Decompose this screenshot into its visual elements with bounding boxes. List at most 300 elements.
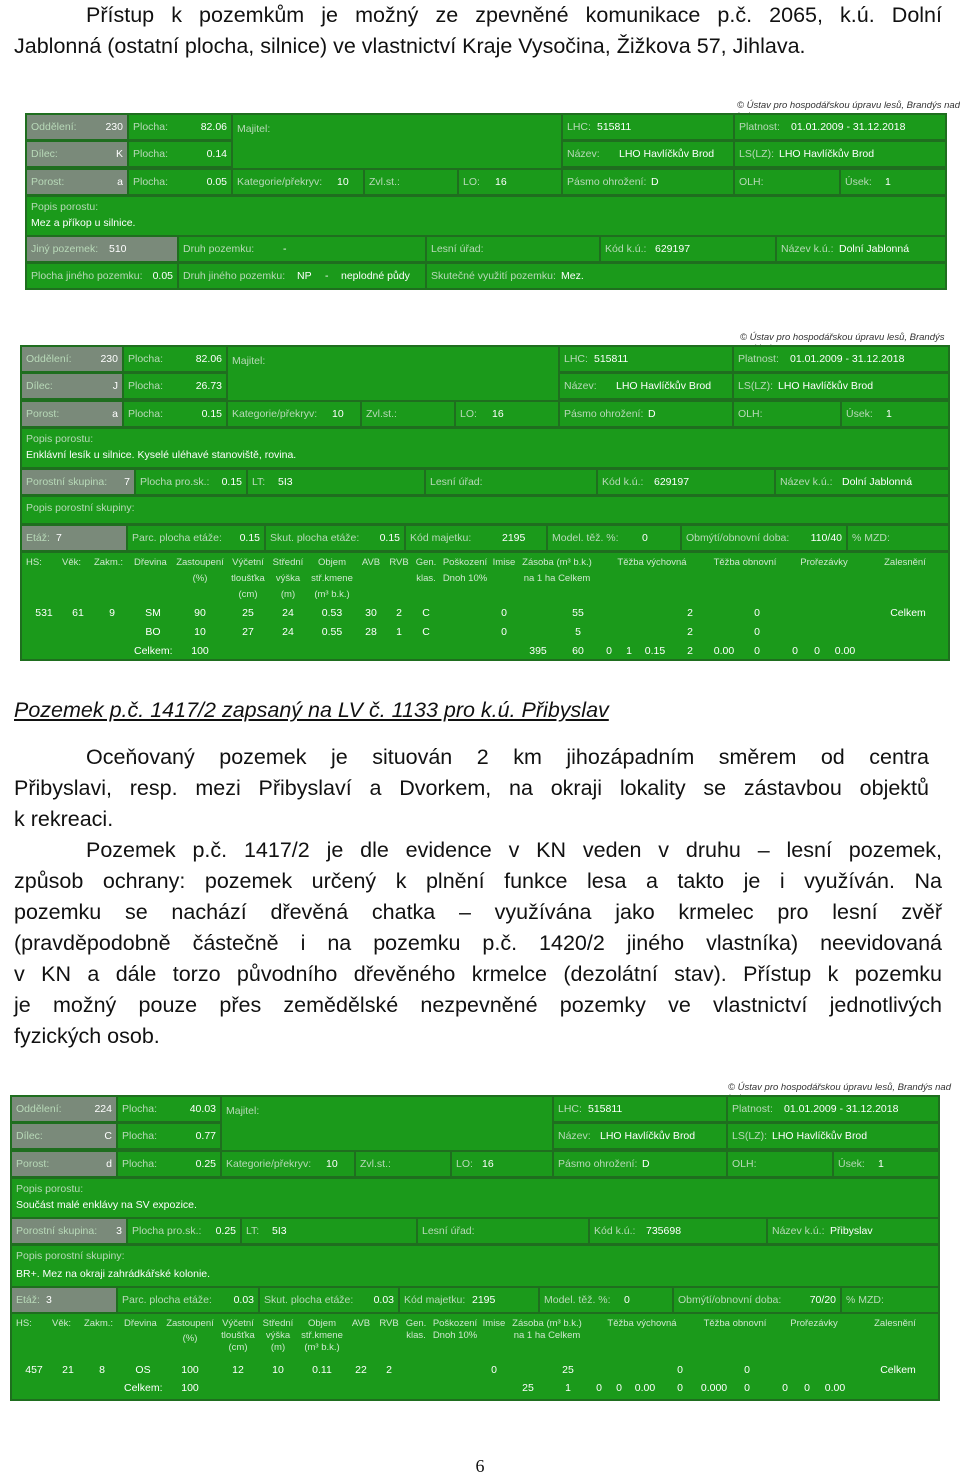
druh-jineho-cell [179,264,425,288]
dilec-value: C [104,1130,112,1142]
plocha-cell-1 [118,1097,220,1121]
prorezavky-header: Prořezávky [790,1318,838,1329]
pasmo-value: D [642,1158,650,1170]
oddeleni-value: 230 [105,121,123,133]
celkem-pl3: 0.00 [834,645,856,657]
gen-header [414,557,438,585]
lhc-label: LHC: [564,353,588,365]
zastoupeni-h2: (%) [192,573,208,584]
platnost-cell [735,115,945,139]
nazev-ku-cell [777,237,945,261]
celkem-pl1: 0.00 [634,1382,656,1394]
gen-value: C [422,626,430,638]
plocha-cell-1 [124,347,226,371]
vycetni-h3: (cm) [228,1342,248,1353]
parcel-heading: Pozemek p.č. 1417/2 zapsaný na LV č. 1133 pro k.ú. Přibyslav [14,698,609,722]
hs-value: 457 [25,1364,43,1376]
parc-plocha-label: Parc. plocha etáže: [122,1294,212,1306]
mzd-cell [848,526,948,550]
para1-line2: Přibyslavi, resp. mezi Přibyslaví a Dvorkem, na okraji lokality se zástavbou objektů [14,776,929,800]
poskozeni-header [440,557,490,585]
lesni-urad-cell [426,470,596,494]
zalesneni-header: Zalesnění [884,557,926,568]
lesni-urad-label: Lesní úřad: [430,476,483,488]
forest-panel-3 [10,1095,940,1401]
lt-label: LT: [246,1225,260,1237]
imise-header: Imise [482,1318,506,1329]
lslz-label: LS(LZ): [732,1130,768,1142]
lslz-cell [734,374,948,398]
poskozeni-h1: Poškození [442,557,488,568]
celkem-nal: 0 [596,1382,602,1394]
vek-value: 21 [62,1364,74,1376]
etaz-value: 7 [56,532,62,544]
nazev-ku-label: Název k.ú.: [781,243,834,255]
obmyti-label: Obmýtí/obnovní doba: [686,532,790,544]
para2-line6: je možný pouze přes zemědělské nezpevněné pozemky ve vlastnictví jednotlivých [14,993,942,1017]
etaz-value: 3 [46,1294,52,1306]
usek-cell [841,170,945,194]
kod-ku-value: 735698 [646,1225,682,1237]
parc-plocha-cell [128,526,264,550]
tezba-obn-header: Těžba obnovní [713,557,777,568]
zvlst-label: Zvl.st.: [366,408,397,420]
nazev-value: LHO Havlíčkův Brod [616,380,712,392]
obmyti-cell [674,1288,840,1312]
skut-plocha-cell [260,1288,398,1312]
nazev-label: Název: [567,148,600,160]
para2-line4: (pravděpodobně částečně i na pozemku p.č. 1420/2 jiného vlastníka) neevidovaná [14,931,942,955]
zastoupeni-h2: (%) [182,1333,198,1344]
jiny-pozemek-label: Jiný pozemek: [31,243,99,255]
zastoupeni-header [176,557,224,585]
usek-cell [842,402,948,426]
stredni-header [270,557,306,601]
vycetni-h2: tloušťka [221,1330,255,1341]
plocha-label: Plocha: [122,1158,158,1170]
plocha-value: 2 [687,626,693,638]
popis-label: Popis porostu: [26,433,94,445]
zasoba-h1: Zásoba (m³ b.k.) [522,557,592,568]
objem-value: 0 [744,1364,750,1376]
model-tez-cell [548,526,680,550]
plocha-cell-3 [124,402,226,426]
zasoba-value: 25 [562,1364,574,1376]
nazev-value: LHO Havlíčkův Brod [619,148,715,160]
usek-value: 1 [878,1158,884,1170]
popis-value: Součást malé enklávy na SV expozice. [16,1199,197,1211]
kategorie-label: Kategorie/překryv: [226,1158,312,1170]
gen-h1: Gen. [415,557,437,568]
imise-value: 0 [491,1364,497,1376]
zasoba-h2a: na 1 ha [513,1330,546,1341]
porost-label: Porost: [16,1158,50,1170]
avb-value: 28 [365,626,377,638]
lhc-label: LHC: [558,1103,582,1115]
druh-jineho-name: neplodné půdy [341,270,410,282]
parc-plocha-cell [118,1288,258,1312]
zakm-value: 8 [99,1364,105,1376]
popis-label: Popis porostu: [31,201,99,213]
objem-h3: (m³ b.k.) [314,589,350,600]
lt-value: 5I3 [278,476,293,488]
objem-value: 0 [754,626,760,638]
para1-line1: Oceňovaný pozemek je situován 2 km jihozápadním směrem od centra [86,745,929,769]
intro-line-1: Přístup k pozemkům je možný ze zpevněné komunikace p.č. 2065, k.ú. Dolní [86,3,942,27]
vyska-value: 24 [282,607,294,619]
mzd-cell [842,1288,938,1312]
skut-plocha-value: 0.15 [379,532,400,544]
platnost-label: Platnost: [732,1103,773,1115]
oddeleni-value: 224 [94,1103,112,1115]
skut-plocha-cell [266,526,404,550]
plocha-cell-3 [129,170,231,194]
etaz-label: Etáž: [26,532,50,544]
model-tez-value: 0 [624,1294,630,1306]
druh-pozemku-value: - [283,243,287,255]
zastoupeni-h1: Zastoupení [176,557,224,568]
kod-majetku-value: 2195 [502,532,526,544]
celkem-zas-c: 60 [572,645,584,657]
porostni-skupina-cell [22,470,134,494]
rvb-value: 2 [396,607,402,619]
nazev-label: Název: [558,1130,591,1142]
hs-header: HS: [16,1318,32,1329]
popis-porostu-cell [22,429,948,467]
copyright-2: © Ústav pro hospodářskou úpravu lesů, Brandýs [740,332,945,343]
plocha-jineho-cell [27,264,177,288]
porostni-skupina-label: Porostní skupina: [16,1225,98,1237]
plocha-value: 0.77 [195,1130,216,1142]
druh-jineho-label: Druh jiného pozemku: [183,270,286,282]
olh-cell [734,402,840,426]
plocha-prosk-value: 0.25 [215,1225,236,1237]
plocha-value: 0.14 [206,148,227,160]
lo-cell [452,1152,552,1176]
copyright-1: © Ústav pro hospodářskou úpravu lesů, Brandýs nad [737,100,960,111]
skutecne-value: Mez. [561,270,584,282]
jiny-pozemek-cell [27,237,177,261]
celkem-nas: 0 [616,1382,622,1394]
lt-value: 5I3 [272,1225,287,1237]
zastoupeni-header [166,1318,214,1345]
celkem-zas-c: 1 [565,1382,571,1394]
plocha-value: 0 [677,1364,683,1376]
celkem-pl2: 0.000 [700,1382,728,1394]
drevina-value: OS [135,1364,151,1376]
kategorie-label: Kategorie/překryv: [237,176,323,188]
dilec-label: Dílec: [31,148,58,160]
majitel-cell [222,1097,552,1150]
porostni-skupina-value: 3 [116,1225,122,1237]
porost-cell [12,1152,116,1176]
kategorie-cell [222,1152,354,1176]
zast-value: 10 [194,626,206,638]
zasoba-header [508,1318,586,1342]
lo-label: LO: [463,176,480,188]
kod-majetku-value: 2195 [472,1294,496,1306]
model-tez-label: Model. těž. %: [552,532,619,544]
usek-value: 1 [885,176,891,188]
porostni-skupina-cell [12,1219,126,1243]
poskozeni-h2b: 10% [458,1330,478,1341]
platnost-value: 01.01.2009 - 31.12.2018 [791,121,906,133]
celkem-ob2: 0 [744,1382,750,1394]
zalesneni-header: Zalesnění [874,1318,916,1329]
lo-cell [456,402,558,426]
popis-porostu-cell [27,197,945,235]
vycetni-h1: Výčetní [232,557,264,568]
avb-value: 22 [355,1364,367,1376]
skut-plocha-label: Skut. plocha etáže: [264,1294,354,1306]
plocha-label: Plocha: [128,353,164,365]
zvlst-cell [365,170,457,194]
obmyti-cell [682,526,846,550]
oddeleni-value: 230 [100,353,118,365]
etaz-cell [12,1288,116,1312]
para2-line2: způsob ochrany: pozemek určený k plnění funkce lesa a takto je i využíván. Na [14,869,942,893]
gen-value: C [422,607,430,619]
objem-h1: Objem [308,1318,336,1329]
lhc-cell [563,115,733,139]
pasmo-cell [563,170,733,194]
porostni-skupina-value: 7 [124,476,130,488]
plocha-cell-1 [129,115,231,139]
parc-plocha-value: 0.03 [233,1294,254,1306]
lslz-label: LS(LZ): [739,148,775,160]
drevina-value: SM [145,607,161,619]
platnost-cell [728,1097,938,1121]
hs-value: 531 [35,607,53,619]
imise-value: 0 [501,607,507,619]
lhc-cell [560,347,732,371]
kategorie-value: 10 [332,408,344,420]
lesni-urad-cell [418,1219,588,1243]
porost-value: d [106,1158,112,1170]
nazev-ku-value: Dolní Jablonná [842,476,913,488]
majitel-label: Majitel: [232,355,266,367]
olh-cell [735,170,839,194]
poskozeni-h2 [430,1330,480,1342]
dilec-value: J [112,380,118,392]
plocha-label: Plocha: [122,1130,158,1142]
celkem-nal2: 0 [782,1382,788,1394]
gen-h2: klas. [406,1330,426,1341]
kod-ku-label: Kód k.ú.: [605,243,647,255]
avb-header: AVB [361,557,381,568]
lslz-cell [735,142,945,166]
tezba-vych-header: Těžba výchovná [617,557,687,568]
etaz-label: Etáž: [16,1294,40,1306]
plocha-prosk-label: Plocha pro.sk.: [140,476,210,488]
tezba-vych-header: Těžba výchovná [607,1318,677,1329]
nazev-ku-cell [776,470,948,494]
celkem-zast: 100 [191,645,209,657]
objem-header [308,557,356,601]
nazev-cell [563,142,733,166]
kategorie-label: Kategorie/překryv: [232,408,318,420]
imise-header: Imise [492,557,516,568]
plocha-prosk-cell [128,1219,240,1243]
avb-header: AVB [351,1318,371,1329]
zasoba-h2b: Celkem [548,1330,581,1341]
druh-jineho-value: NP [297,270,312,282]
lt-cell [242,1219,416,1243]
stredni-h1: Střední [262,1318,294,1329]
platnost-label: Platnost: [738,353,779,365]
pasmo-cell [554,1152,726,1176]
plocha-value: 82.06 [195,353,222,365]
model-tez-cell [540,1288,672,1312]
celkem-nas: 1 [626,645,632,657]
zasoba-header [518,557,596,585]
celkem-nas2: 0 [804,1382,810,1394]
model-tez-value: 0 [642,532,648,544]
porost-cell [22,402,122,426]
zasoba-h2 [508,1330,586,1342]
plocha-prosk-label: Plocha pro.sk.: [132,1225,202,1237]
usek-label: Úsek: [838,1158,865,1170]
objem-value: 0.53 [321,607,343,619]
zasoba-value: 55 [572,607,584,619]
obmyti-label: Obmýtí/obnovní doba: [678,1294,782,1306]
usek-label: Úsek: [845,176,872,188]
rvb-header: RVB [379,1318,399,1329]
copyright-3: © Ústav pro hospodářskou úpravu lesů, Brandýs nad [728,1082,951,1093]
skutecne-cell [427,264,945,288]
lesni-urad-label: Lesní úřad: [431,243,484,255]
stredni-h3: (m) [280,589,296,600]
popis-skupiny-label: Popis porostní skupiny: [16,1250,125,1262]
celkem-row-label: Celkem: [124,1382,163,1394]
stredni-h2: výška [275,573,301,584]
gen-h1: Gen. [405,1318,427,1329]
plocha-cell-2 [124,374,226,398]
celkem-ob2: 0 [754,645,760,657]
porost-value: a [112,408,118,420]
vycetni-h2: tloušťka [231,573,265,584]
plocha-label: Plocha: [128,380,164,392]
zvlst-label: Zvl.st.: [360,1158,391,1170]
nazev-ku-cell [768,1219,938,1243]
plocha-prosk-cell [136,470,246,494]
objem-h1: Objem [318,557,346,568]
zasoba-h2b: Celkem [558,573,591,584]
popis-porostu-cell [12,1179,938,1217]
para1-line3: k rekreaci. [14,807,114,831]
porost-value: a [117,176,123,188]
poskozeni-h2a: Dnoh [442,573,466,584]
lhc-cell [554,1097,726,1121]
jiny-pozemek-value: 510 [109,243,127,255]
objem-h2: stř.kmene [311,573,353,584]
zasoba-value: 5 [575,626,581,638]
plocha-label: Plocha: [128,408,164,420]
poskozeni-h2a: Dnoh [432,1330,456,1341]
skutecne-label: Skutečné využití pozemku: [431,270,556,282]
olh-label: OLH: [739,176,764,188]
celkem-nal: 0 [606,645,612,657]
oddeleni-label: Oddělení: [31,121,77,133]
pasmo-cell [560,402,732,426]
vycetni-value: 12 [232,1364,244,1376]
olh-label: OLH: [732,1158,757,1170]
model-tez-label: Model. těž. %: [544,1294,611,1306]
majitel-label: Majitel: [237,123,271,135]
pasmo-value: D [651,176,659,188]
majitel-label: Majitel: [226,1105,260,1117]
porost-cell [27,170,127,194]
page-number: 6 [475,1456,485,1476]
oddeleni-cell [27,115,127,139]
majitel-cell [233,115,561,168]
olh-cell [728,1152,832,1176]
celkem-label: Celkem [880,1364,916,1376]
lhc-label: LHC: [567,121,591,133]
kod-majetku-label: Kód majetku: [410,532,472,544]
plocha-value: 26.73 [195,380,222,392]
objem-header [298,1318,346,1354]
plocha-label: Plocha: [133,176,169,188]
hs-header: HS: [26,557,42,568]
nazev-cell [560,374,732,398]
druh-pozemku-label: Druh pozemku: [183,243,255,255]
dilec-label: Dílec: [26,380,53,392]
vek-header: Věk: [52,1318,72,1329]
zakm-header: Zakm.: [94,557,124,568]
plocha-value: 0.15 [201,408,222,420]
platnost-value: 01.01.2009 - 31.12.2018 [790,353,905,365]
plocha-label: Plocha: [133,121,169,133]
kod-ku-label: Kód k.ú.: [602,476,644,488]
lt-label: LT: [252,476,266,488]
objem-value: 0 [754,607,760,619]
forest-panel-1 [25,113,947,290]
kategorie-value: 10 [326,1158,338,1170]
popis-skupiny-label: Popis porostní skupiny: [26,502,135,514]
vek-header: Věk: [62,557,82,568]
lo-label: LO: [460,408,477,420]
popis-value: Enklávní lesík u silnice. Kyselé uléhavé stanoviště, rovina. [26,449,297,461]
prorezavky-header: Prořezávky [800,557,848,568]
platnost-label: Platnost: [739,121,780,133]
kod-ku-label: Kód k.ú.: [594,1225,636,1237]
obmyti-value: 110/40 [810,532,842,544]
platnost-cell [734,347,948,371]
pasmo-label: Pásmo ohrožení: [558,1158,638,1170]
gen-h2: klas. [416,573,436,584]
stand-table [12,1314,938,1399]
plocha-value: 40.03 [189,1103,216,1115]
zastoupeni-h1: Zastoupení [166,1318,214,1329]
mzd-label: % MZD: [846,1294,884,1306]
zvlst-label: Zvl.st.: [369,176,400,188]
mzd-label: % MZD: [852,532,890,544]
dilec-label: Dílec: [16,1130,43,1142]
parc-plocha-value: 0.15 [239,532,260,544]
imise-value: 0 [501,626,507,638]
celkem-zast: 100 [181,1382,199,1394]
dilec-cell [12,1124,116,1148]
lt-cell [248,470,424,494]
vycetni-h3: (cm) [238,589,258,600]
pasmo-value: D [648,408,656,420]
celkem-zas-ha: 395 [529,645,547,657]
plocha-prosk-value: 0.15 [221,476,242,488]
plocha-cell-2 [129,142,231,166]
vek-value: 61 [72,607,84,619]
kod-ku-cell [601,237,775,261]
